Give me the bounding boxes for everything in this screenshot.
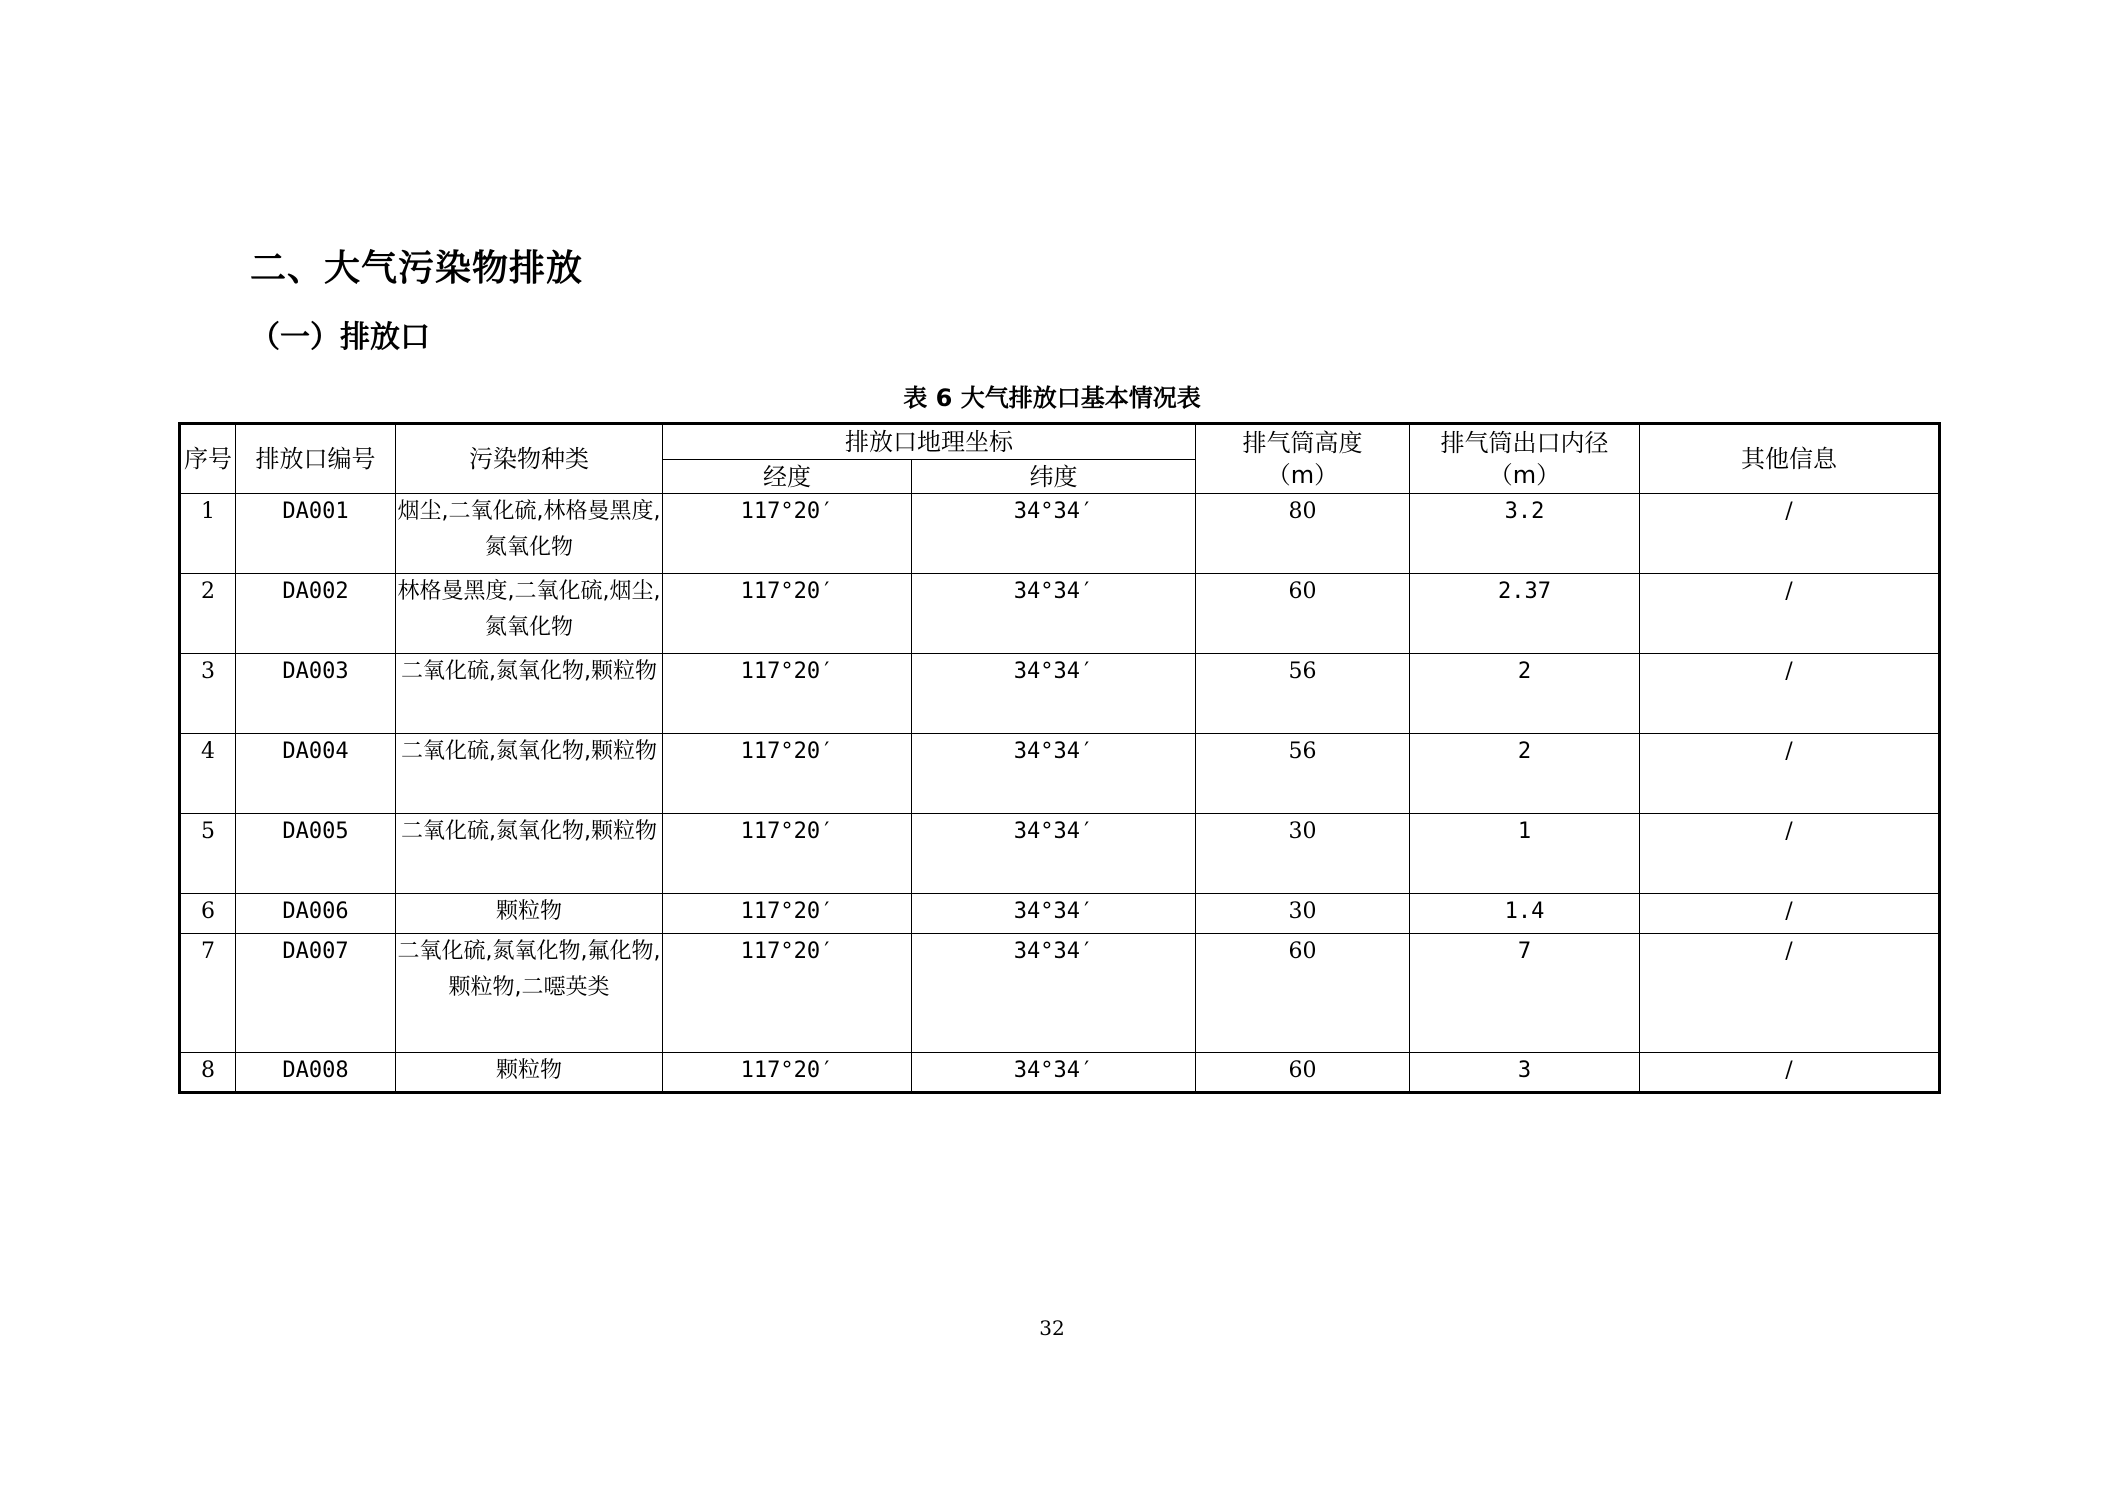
cell-height: 56	[1196, 654, 1410, 734]
cell-lat: 34°34′	[912, 934, 1196, 1053]
cell-other: /	[1640, 894, 1940, 934]
cell-code: DA002	[236, 574, 396, 654]
cell-code: DA003	[236, 654, 396, 734]
cell-other: /	[1640, 934, 1940, 1053]
table-row	[180, 494, 1940, 574]
cell-pollutants: 颗粒物	[396, 894, 663, 934]
cell-code: DA008	[236, 1053, 396, 1093]
table-row	[180, 734, 1940, 814]
cell-pollutants: 林格曼黑度,二氧化硫,烟尘,氮氧化物	[396, 574, 663, 654]
cell-height: 60	[1196, 574, 1410, 654]
emission-outlet-table	[178, 422, 1941, 1094]
cell-lat: 34°34′	[912, 1053, 1196, 1093]
cell-lon: 117°20′	[663, 1053, 912, 1093]
cell-lat: 34°34′	[912, 574, 1196, 654]
header-lon: 经度	[663, 460, 912, 494]
cell-height: 60	[1196, 934, 1410, 1053]
header-other: 其他信息	[1640, 424, 1940, 494]
cell-diameter: 2.37	[1410, 574, 1640, 654]
cell-diameter: 2	[1410, 734, 1640, 814]
cell-lon: 117°20′	[663, 574, 912, 654]
cell-seq: 1	[180, 494, 236, 574]
cell-code: DA004	[236, 734, 396, 814]
cell-diameter: 3	[1410, 1053, 1640, 1093]
cell-seq: 5	[180, 814, 236, 894]
cell-height: 30	[1196, 814, 1410, 894]
cell-lat: 34°34′	[912, 654, 1196, 734]
cell-other: /	[1640, 654, 1940, 734]
cell-diameter: 3.2	[1410, 494, 1640, 574]
table-row	[180, 654, 1940, 734]
cell-pollutants: 二氧化硫,氮氧化物,氟化物,颗粒物,二噁英类	[396, 934, 663, 1053]
header-diameter-label: 排气筒出口内径	[1440, 429, 1609, 457]
table-row	[180, 934, 1940, 1053]
header-diameter-unit: （m）	[1488, 461, 1561, 489]
cell-diameter: 2	[1410, 654, 1640, 734]
cell-pollutants: 颗粒物	[396, 1053, 663, 1093]
header-lat: 纬度	[912, 460, 1196, 494]
table-caption: 表 6 大气排放口基本情况表	[903, 384, 1201, 412]
cell-lat: 34°34′	[912, 814, 1196, 894]
cell-diameter: 1	[1410, 814, 1640, 894]
cell-height: 30	[1196, 894, 1410, 934]
cell-lon: 117°20′	[663, 894, 912, 934]
cell-seq: 4	[180, 734, 236, 814]
cell-code: DA006	[236, 894, 396, 934]
cell-code: DA005	[236, 814, 396, 894]
cell-seq: 8	[180, 1053, 236, 1093]
cell-other: /	[1640, 494, 1940, 574]
header-height-unit: （m）	[1266, 461, 1339, 489]
cell-other: /	[1640, 734, 1940, 814]
table-row	[180, 894, 1940, 934]
cell-code: DA007	[236, 934, 396, 1053]
cell-height: 80	[1196, 494, 1410, 574]
cell-pollutants: 二氧化硫,氮氧化物,颗粒物	[396, 734, 663, 814]
cell-seq: 7	[180, 934, 236, 1053]
cell-seq: 6	[180, 894, 236, 934]
cell-lon: 117°20′	[663, 814, 912, 894]
page-number: 32	[1039, 1316, 1065, 1340]
cell-other: /	[1640, 814, 1940, 894]
cell-seq: 3	[180, 654, 236, 734]
table-row	[180, 1053, 1940, 1093]
header-seq: 序号	[180, 424, 236, 494]
cell-other: /	[1640, 1053, 1940, 1093]
cell-other: /	[1640, 574, 1940, 654]
cell-code: DA001	[236, 494, 396, 574]
cell-pollutants: 二氧化硫,氮氧化物,颗粒物	[396, 654, 663, 734]
cell-diameter: 7	[1410, 934, 1640, 1053]
cell-lat: 34°34′	[912, 734, 1196, 814]
cell-lat: 34°34′	[912, 494, 1196, 574]
header-code: 排放口编号	[236, 424, 396, 494]
header-pollutants: 污染物种类	[396, 424, 663, 494]
cell-pollutants: 烟尘,二氧化硫,林格曼黑度,氮氧化物	[396, 494, 663, 574]
cell-lon: 117°20′	[663, 654, 912, 734]
cell-lon: 117°20′	[663, 494, 912, 574]
cell-lat: 34°34′	[912, 894, 1196, 934]
cell-lon: 117°20′	[663, 934, 912, 1053]
subsection-heading: （一）排放口	[250, 320, 430, 355]
section-heading: 二、大气污染物排放	[250, 248, 584, 289]
cell-pollutants: 二氧化硫,氮氧化物,颗粒物	[396, 814, 663, 894]
cell-seq: 2	[180, 574, 236, 654]
cell-height: 60	[1196, 1053, 1410, 1093]
header-coords: 排放口地理坐标	[663, 424, 1196, 460]
table-row	[180, 574, 1940, 654]
table-row	[180, 814, 1940, 894]
header-diameter	[1410, 424, 1640, 494]
cell-height: 56	[1196, 734, 1410, 814]
header-height-label: 排气筒高度	[1242, 429, 1363, 457]
header-height	[1196, 424, 1410, 494]
cell-diameter: 1.4	[1410, 894, 1640, 934]
cell-lon: 117°20′	[663, 734, 912, 814]
